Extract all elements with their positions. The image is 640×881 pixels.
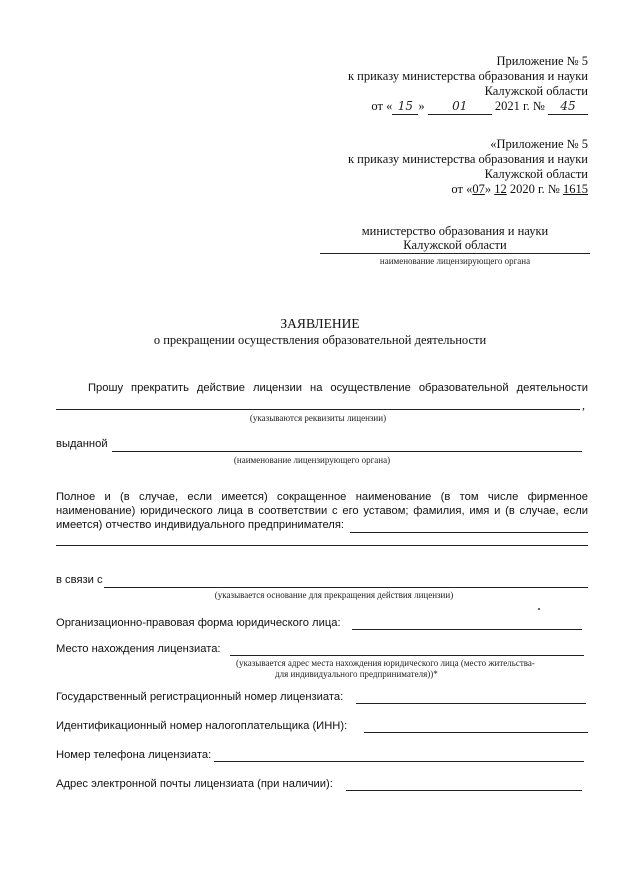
page-subtitle: о прекращении осуществления образовательной деятельности <box>153 333 487 347</box>
appendix-new-line1: Приложение № 5 <box>496 54 588 68</box>
license-details-caption: (указываются реквизиты лицензии) <box>249 413 387 423</box>
reason-caption: (указывается основание для прекращения действия лицензии) <box>214 590 454 600</box>
appendix-old-header <box>188 137 588 197</box>
appendix-old-month: 12 <box>494 182 507 196</box>
fullname-field-1[interactable] <box>350 532 588 533</box>
scan-dot <box>538 608 540 610</box>
issued-by-field[interactable] <box>112 451 582 452</box>
fullname-line2: наименование) юридического лица в соответствии с его уставом; фамилия, имя и (в случае, если <box>56 505 588 517</box>
authority-line1: министерство образования и науки <box>361 224 549 238</box>
license-details-field[interactable] <box>56 409 580 410</box>
appendix-new-line3: Калужской области <box>484 84 588 98</box>
reason-field[interactable] <box>104 587 588 588</box>
appendix-new-day: 15 <box>392 99 418 115</box>
authority-caption: наименование лицензирующего органа <box>379 256 531 266</box>
request-comma: , <box>582 398 585 412</box>
request-text: Прошу прекратить действие лицензии на осуществление образовательной деятельности <box>88 382 588 394</box>
appendix-old-line2: к приказу министерства образования и науки <box>347 152 588 166</box>
location-caption-1: (указывается адрес места нахождения юридического лица (место жительства- <box>236 658 535 668</box>
appendix-new-number: 45 <box>548 99 588 115</box>
issued-label: выданной <box>56 438 108 450</box>
ogrn-field[interactable] <box>356 703 586 704</box>
location-label: Место нахождения лицензиата: <box>56 643 221 655</box>
email-label: Адрес электронной почты лицензиата (при наличии): <box>56 778 333 790</box>
appendix-old-day: 07 <box>472 182 485 196</box>
phone-label: Номер телефона лицензиата: <box>56 749 212 761</box>
appendix-new-header <box>188 54 588 115</box>
authority-line2: Калужской области <box>403 238 507 252</box>
inn-field[interactable] <box>364 732 588 733</box>
appendix-old-line1: «Приложение № 5 <box>490 137 588 151</box>
appendix-old-date: от «07» 12 2020 г. № 1615 <box>451 182 588 196</box>
appendix-new-date: от « 15 » 01 2021 г. № 45 <box>188 99 588 115</box>
fullname-field-2[interactable] <box>56 545 588 546</box>
location-field[interactable] <box>230 655 584 656</box>
appendix-old-number: 1615 <box>563 182 588 196</box>
appendix-new-month: 01 <box>428 99 492 115</box>
inn-label: Идентификационный номер налогоплательщика (ИНН): <box>56 720 348 732</box>
legal-form-label: Организационно-правовая форма юридического лица: <box>56 617 341 629</box>
authority-line <box>320 253 590 254</box>
appendix-new-line2: к приказу министерства образования и науки <box>347 69 588 83</box>
legal-form-field[interactable] <box>352 629 582 630</box>
fullname-line3: имеется) отчество индивидуального предпринимателя: <box>56 519 344 531</box>
ogrn-label: Государственный регистрационный номер лицензиата: <box>56 691 344 703</box>
appendix-old-line3: Калужской области <box>484 167 588 181</box>
page-title: ЗАЯВЛЕНИЕ <box>280 316 360 331</box>
reason-label: в связи с <box>56 574 103 586</box>
email-field[interactable] <box>346 790 582 791</box>
phone-field[interactable] <box>214 761 584 762</box>
fullname-line1: Полное и (в случае, если имеется) сокращенное наименование (в том числе фирменное <box>56 491 588 503</box>
location-caption-2: для индивидуального предпринимателя))* <box>275 669 438 679</box>
issued-caption: (наименование лицензирующего органа) <box>233 455 391 465</box>
